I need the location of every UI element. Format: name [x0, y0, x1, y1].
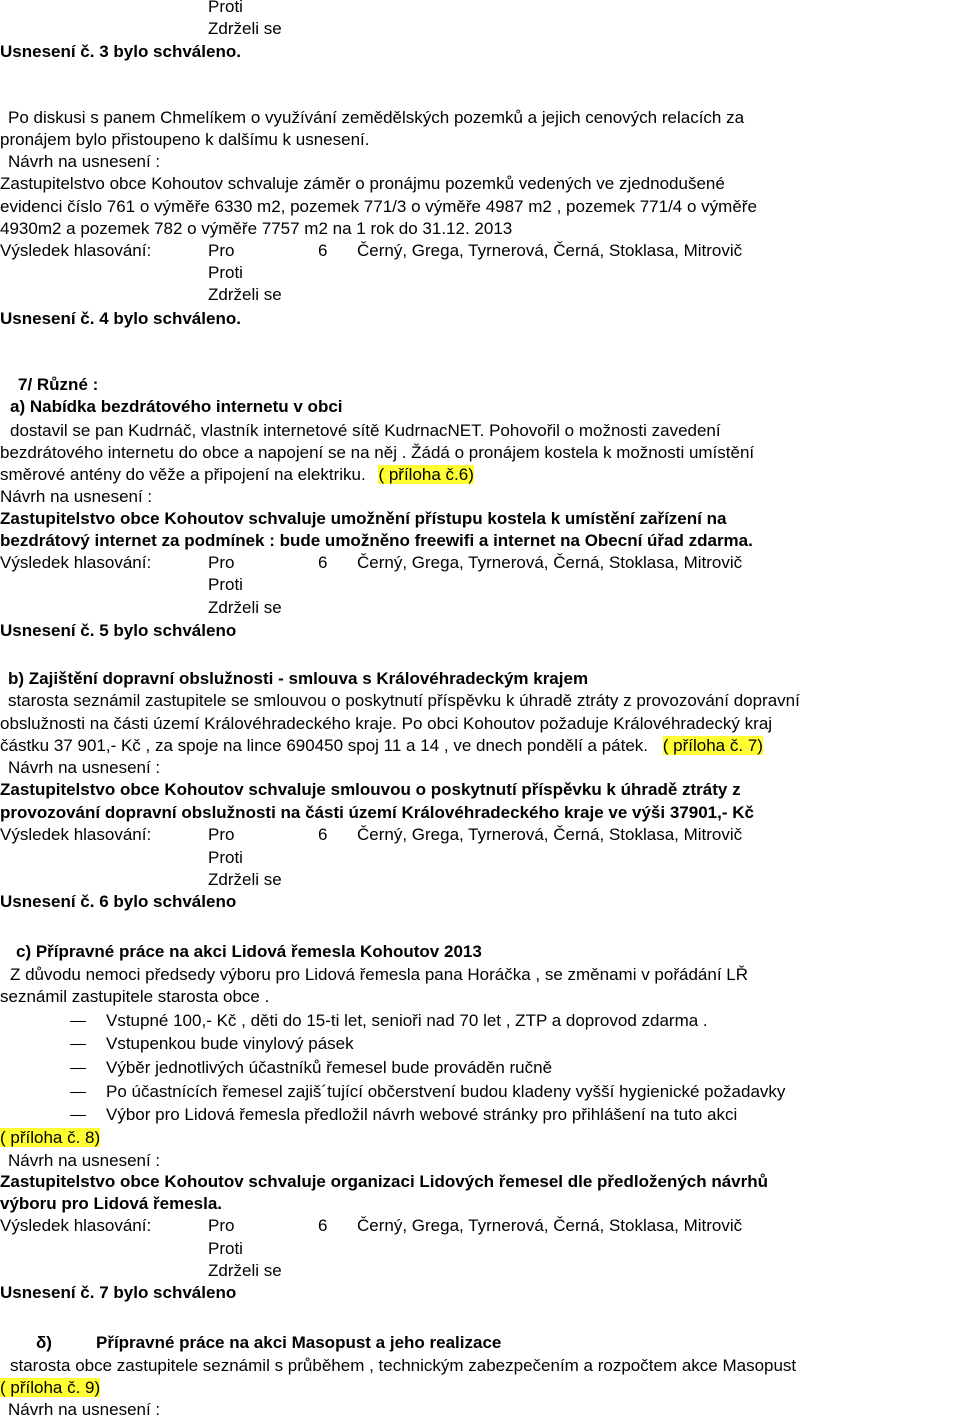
- section-a-line2: bezdrátového internetu do obce a napojení se na něj . Žádá o pronájem kostela k možnosti umístění: [0, 443, 755, 462]
- section-a-resolution-line2: bezdrátový internet za podmínek : bude umožněno freewifi a internet na Obecní úřad zdarma.: [0, 531, 753, 550]
- vote-pro: Pro: [208, 825, 235, 844]
- list-item-text: Vstupné 100,- Kč , děti do 15-ti let, senioři nad 70 let , ZTP a doprovod zdarma .: [106, 1011, 708, 1030]
- resolution-5-result: Usnesení č. 5 bylo schváleno: [0, 621, 237, 640]
- section-d-marker: δ): [36, 1333, 52, 1352]
- vote-zdrzeli: Zdrželi se: [208, 1261, 282, 1280]
- vote-proti: Proti: [208, 1239, 243, 1258]
- section-a-line3: [0, 464, 474, 486]
- item4-resolution-line3: 4930m2 a pozemek 782 o výměře 7757 m2 na 1 rok do 31.12. 2013: [0, 219, 513, 238]
- section-d-proposal-heading: Návrh na usnesení :: [8, 1400, 161, 1419]
- section-b-resolution-line2: provozování dopravní obslužnosti na části území Královéhradeckého kraje ve výši 37901,- Kč: [0, 803, 754, 822]
- list-item: [0, 1010, 960, 1032]
- item4-resolution-line2: evidenci číslo 761 o výměře 6330 m2, pozemek 771/3 o výměře 4987 m2 , pozemek 771/4 o výměře: [0, 197, 757, 216]
- section-b-proposal-heading: Návrh na usnesení :: [8, 758, 161, 777]
- attachment-9-line: [0, 1377, 100, 1399]
- item4-intro-line2: pronájem bylo přistoupeno k dalšímu k usnesení.: [0, 130, 370, 149]
- dash-bullet-icon: [70, 1115, 86, 1116]
- section-b-vote-row: [0, 824, 960, 846]
- vote-zdrzeli: Zdrželi se: [208, 870, 282, 889]
- attachment-9-ref: ( příloha č. 9): [0, 1378, 101, 1397]
- section-b-line3-text: částku 37 901,- Kč , za spoje na lince 690450 spoj 11 a 14 , ve dnech pondělí a pátek.: [0, 736, 649, 755]
- vote-zdrzeli: Zdrželi se: [208, 19, 282, 38]
- item4-intro-line1: Po diskusi s panem Chmelíkem o využívání zemědělských pozemků a jejich cenových relacích za: [8, 108, 745, 127]
- attachment-6-ref: ( příloha č.6): [378, 465, 474, 484]
- section-c-vote-row: [0, 1215, 960, 1237]
- vote-label: Výsledek hlasování:: [0, 553, 152, 572]
- section-a-proposal-heading: Návrh na usnesení :: [0, 487, 153, 506]
- vote-zdrzeli: Zdrželi se: [208, 285, 282, 304]
- section-b-resolution-line1: Zastupitelstvo obce Kohoutov schvaluje smlouvou o poskytnutí příspěvku k úhradě ztráty z: [0, 780, 741, 799]
- vote-names: Černý, Grega, Tyrnerová, Černá, Stoklasa, Mitrovič: [357, 553, 743, 572]
- list-item-text: Výběr jednotlivých účastníků řemesel bude prováděn ručně: [106, 1058, 553, 1077]
- item4-vote-row: [0, 240, 960, 262]
- attachment-8-ref: ( příloha č. 8): [0, 1128, 101, 1147]
- section-a-resolution-line1: Zastupitelstvo obce Kohoutov schvaluje umožnění přístupu kostela k umístění zařízení na: [0, 509, 727, 528]
- resolution-3-result: Usnesení č. 3 bylo schváleno.: [0, 42, 241, 61]
- vote-pro: Pro: [208, 553, 235, 572]
- list-item-text: Po účastnících řemesel zajiš´tující občerstvení budou kladeny vyšší hygienické požadavky: [106, 1082, 786, 1101]
- list-item: [0, 1057, 960, 1079]
- section-b-title: b) Zajištění dopravní obslužnosti - smlouva s Královéhradeckým krajem: [8, 669, 589, 688]
- vote-names: Černý, Grega, Tyrnerová, Černá, Stoklasa, Mitrovič: [357, 1216, 743, 1235]
- list-item-text: Vstupenkou bude vinylový pásek: [106, 1034, 354, 1053]
- section-c-resolution-line2: výboru pro Lidová řemesla.: [0, 1194, 223, 1213]
- resolution-4-result: Usnesení č. 4 bylo schváleno.: [0, 309, 241, 328]
- attachment-7-ref: ( příloha č. 7): [662, 736, 763, 755]
- dash-bullet-icon: [70, 1021, 86, 1022]
- vote-proti: Proti: [208, 0, 243, 16]
- section-c-resolution-line1: Zastupitelstvo obce Kohoutov schvaluje organizaci Lidových řemesel dle předložených návrhů: [0, 1172, 769, 1191]
- section-a-line3-text: směrové antény do věže a připojení na elektriku.: [0, 465, 366, 484]
- vote-label: Výsledek hlasování:: [0, 1216, 152, 1235]
- vote-label: Výsledek hlasování:: [0, 825, 152, 844]
- list-item: [0, 1081, 960, 1103]
- section-c-line2: seznámil zastupitele starosta obce .: [0, 987, 270, 1006]
- vote-count: 6: [318, 241, 328, 260]
- vote-count: 6: [318, 825, 328, 844]
- section-c-line1: Z důvodu nemoci předsedy výboru pro Lidová řemesla pana Horáčka , se změnami v pořádání LŘ: [10, 965, 748, 984]
- vote-count: 6: [318, 1216, 328, 1235]
- item4-proposal-heading: Návrh na usnesení :: [8, 152, 161, 171]
- vote-names: Černý, Grega, Tyrnerová, Černá, Stoklasa, Mitrovič: [357, 241, 743, 260]
- vote-zdrzeli: Zdrželi se: [208, 598, 282, 617]
- section-b-line1: starosta seznámil zastupitele se smlouvou o poskytnutí příspěvku k úhradě ztráty z provozování dopravní: [8, 691, 800, 710]
- vote-proti: Proti: [208, 263, 243, 282]
- resolution-7-result: Usnesení č. 7 bylo schváleno: [0, 1283, 237, 1302]
- section-b-line3: [0, 735, 763, 757]
- vote-count: 6: [318, 553, 328, 572]
- vote-pro: Pro: [208, 241, 235, 260]
- section-c-title: c) Přípravné práce na akci Lidová řemesla Kohoutov 2013: [16, 942, 482, 961]
- vote-proti: Proti: [208, 575, 243, 594]
- attachment-8-line: [0, 1127, 100, 1149]
- section-a-vote-row: [0, 552, 960, 574]
- dash-bullet-icon: [70, 1068, 86, 1069]
- resolution-6-result: Usnesení č. 6 bylo schváleno: [0, 892, 237, 911]
- section-c-proposal-heading: Návrh na usnesení :: [8, 1151, 161, 1170]
- section-d-line1: starosta obce zastupitele seznámil s průběhem , technickým zabezpečením a rozpočtem akce Masopust: [10, 1356, 797, 1375]
- list-item: [0, 1104, 960, 1126]
- section-a-title: a) Nabídka bezdrátového internetu v obci: [10, 397, 343, 416]
- dash-bullet-icon: [70, 1092, 86, 1093]
- section-a-line1: dostavil se pan Kudrnáč, vlastník internetové sítě KudrnacNET. Pohovořil o možnosti zavedení: [10, 421, 721, 440]
- vote-label: Výsledek hlasování:: [0, 241, 152, 260]
- dash-bullet-icon: [70, 1044, 86, 1045]
- list-item: [0, 1033, 960, 1055]
- section-d-title: Přípravné práce na akci Masopust a jeho realizace: [96, 1333, 502, 1352]
- list-item-text: Výbor pro Lidová řemesla předložil návrh webové stránky pro přihlášení na tuto akci: [106, 1105, 738, 1124]
- section-7-heading: 7/ Různé :: [18, 375, 99, 394]
- vote-proti: Proti: [208, 848, 243, 867]
- section-b-line2: obslužnosti na části území Královéhradeckého kraje. Po obci Kohoutov požaduje Královéhradecký kraj: [0, 714, 773, 733]
- vote-names: Černý, Grega, Tyrnerová, Černá, Stoklasa, Mitrovič: [357, 825, 743, 844]
- item4-resolution-line1: Zastupitelstvo obce Kohoutov schvaluje záměr o pronájmu pozemků vedených ve zjednodušené: [0, 174, 725, 193]
- vote-pro: Pro: [208, 1216, 235, 1235]
